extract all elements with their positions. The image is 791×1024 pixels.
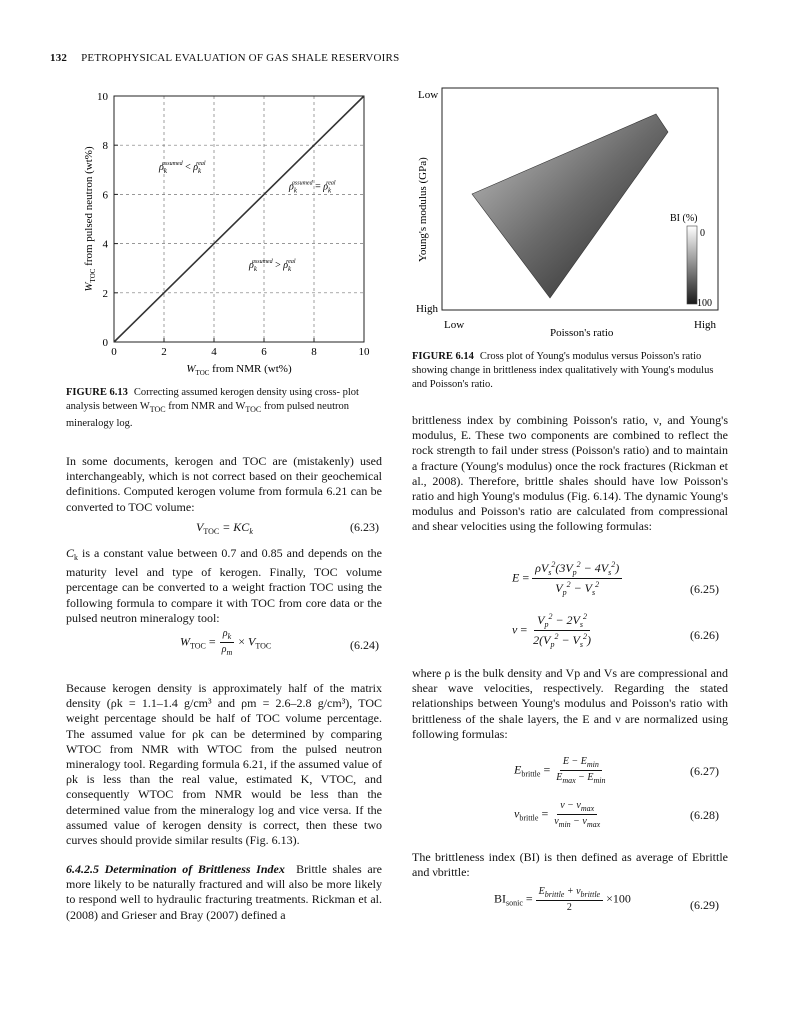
figure-6-13-chart <box>78 86 388 382</box>
fig613-plot-area <box>83 91 370 377</box>
fig614-xlabel: Poisson's ratio <box>550 327 614 339</box>
fig613-caption-text-2: plot analysis between W <box>66 387 359 412</box>
running-title: PETROPHYSICAL EVALUATION OF GAS SHALE RESERVOIRS <box>81 52 400 64</box>
right-paragraph-2: where ρ is the bulk density and Vp and Vs are compressional and shear wave velocities, respectively. Regarding the stated relationships between Young's modulus and Poisson's ratio with brittleness of the shale layers, the E and ν are normalized using following formulas: <box>412 666 728 741</box>
fig613-caption-text-3: from NMR and W <box>165 401 246 412</box>
x-tick-label: 10 <box>358 346 370 358</box>
left-p4-text: Brittle shales are more likely to be naturally fractured and will also be more likely to respond well to hydraulic fracturing treatments. Rickman et al. (2008) and Grieser and Bray (2007) defined a <box>66 862 382 922</box>
equation-6-26: ν = $\frac{V_p^2 - 2V_s^2}{2(V_p^2 - V_s^2)}$ <box>512 612 591 649</box>
fig613-annotation: $\rho_kassumed$ = $\rho_kreal$ <box>289 180 336 195</box>
eq629-denominator: 2 <box>566 902 572 913</box>
eq-6-25-number: (6.25) <box>690 582 719 596</box>
fig614-legend-bar <box>687 226 697 304</box>
fig614-x-high: High <box>694 319 716 331</box>
fig613-caption-text-4: from pulsed <box>261 401 315 412</box>
fig614-x-low: Low <box>444 319 465 331</box>
equation-6-24: $W_{TOC}$ = $\frac{\rho_k}{\rho_m}$ × $V_{TOC}$ <box>180 628 272 657</box>
right-paragraph-3: The brittleness index (BI) is then defined as average of Ebrittle and νbrittle: <box>412 850 728 880</box>
y-tick-label: 6 <box>102 189 108 202</box>
section-heading-6-4-2-5: 6.4.2.5 Determination of Brittleness Index <box>66 862 285 876</box>
fig613-caption-label: FIGURE 6.13 <box>66 387 128 398</box>
x-tick-label: 8 <box>311 346 317 358</box>
y-tick-label: 4 <box>102 238 108 251</box>
fig613-caption-text-5: neutron mineralogy log. <box>66 401 349 429</box>
fig614-legend-bottom: 100 <box>697 298 712 309</box>
fig613-annotation: $\rho_kassumed$ > $\rho_kreal$ <box>249 259 296 274</box>
eq-6-26-number: (6.26) <box>690 628 719 642</box>
fig614-caption-text: Cross plot of Young's modulus versus Poisson's ratio showing change in brittleness index qualitatively with Young's modulus and Poisson's ratio. <box>412 351 714 390</box>
x-tick-label: 4 <box>211 346 217 358</box>
eq-6-24-number: (6.24) <box>350 638 379 652</box>
y-tick-label: 0 <box>102 337 108 349</box>
figure-6-14-caption <box>412 350 726 392</box>
equation-6-28: $\nu_{brittle}$ = $\frac{\nu - \nu_{max}}{\nu_{min} - \nu_{max}}$ <box>514 800 601 829</box>
figure-6-13-caption <box>66 386 382 431</box>
y-tick-label: 10 <box>97 91 108 103</box>
fig614-legend-title: BI (%) <box>670 213 698 224</box>
eq-6-29-number: (6.29) <box>690 898 719 912</box>
y-tick-label: 2 <box>102 287 108 300</box>
eq-6-28-number: (6.28) <box>690 808 719 822</box>
fig613-series-line <box>114 96 364 342</box>
left-p2-text: is a constant value between 0.7 and 0.85 and depends on the maturity level and type of kerogen. Finally, TOC volume percentage can be converted to a weight fraction TOC using the following formula to compare it with TOC from core data or the pulsed neutron mineralogy tool: <box>66 546 382 625</box>
x-tick-label: 6 <box>261 346 267 358</box>
fig613-caption-text: Correcting assumed kerogen density using cross- <box>133 387 341 398</box>
left-paragraph-4 <box>66 862 382 923</box>
equation-6-27: $E_{brittle}$ = $\frac{E - E_{min}}{E_{max} - E_{min}}$ <box>514 756 606 785</box>
equation-6-23: $V_{TOC} = KC_k$ <box>196 520 253 536</box>
running-header <box>50 52 399 64</box>
y-tick-label: 8 <box>102 140 108 153</box>
x-tick-label: 0 <box>111 346 117 358</box>
fig613-annotation: $\rho_kassumed$ < $\rho_kreal$ <box>159 160 206 175</box>
eq-6-23-number: (6.23) <box>350 520 379 534</box>
eq629-times100: ×100 <box>606 891 631 906</box>
equation-6-25: E = $\frac{\rho V_s^2(3V_p^2 - 4V_s^2)}{V_p^2 - V_s^2}$ <box>512 560 622 597</box>
equation-6-29: $BI_{sonic}$ = $\frac{E_{brittle} + \nu_{brittle}}{2}$ ×100 <box>494 886 631 913</box>
left-paragraph-1: In some documents, kerogen and TOC are (mistakenly) used interchangeably, which is not correct based on their geochemical definitions. Computed kerogen volume from formula 6.21 can be converted to TOC volume: <box>66 454 382 514</box>
fig613-xlabel: $W_{TOC}$ from NMR (wt%) <box>186 363 292 377</box>
left-paragraph-3: Because kerogen density is approximately half of the matrix density (ρk = 1.1–1.4 g/cm³ and ρm = 2.6–2.8 g/cm³), TOC weight percentage should be half of TOC volume percentage. The assumed value for ρk can be determined by comparing WTOC from NMR with WTOC from the pulsed neutron mineralogy tool. Regarding formula 6.21, if the assumed value of ρk is less than the real value, estimated K, VTOC, and consequently WTOC from NMR would be less than the determined value from the mineralogy log and vice versa. If the assumed value of kerogen density is correct, then these two curves should provide similar results (Fig. 6.13). <box>66 681 382 848</box>
fig613-ylabel: $W_{TOC}$ from pulsed neutron (wt%) <box>83 146 97 292</box>
fig614-y-low: Low <box>418 89 439 101</box>
eq-6-27-number: (6.27) <box>690 764 719 778</box>
fig614-y-high: High <box>416 303 438 315</box>
fig613-caption-sub2: TOC <box>245 405 262 414</box>
fig614-ylabel: Young's modulus (GPa) <box>417 157 429 262</box>
right-paragraph-1: brittleness index by combining Poisson's ratio, ν, and Young's modulus, E. These two components are combined to reflect the rock strength to fail under stress (Poisson's ratio) and to maintain a fracture (Young's modulus) once the rock fractures (Rickman et al., 2008). Therefore, brittle shales should have low Poisson's ratio and high Young's modulus (Fig. 6.14). The dynamic Young's modulus and Poisson's ratio are calculated from compressional and shear velocities using the following formulas: <box>412 413 728 534</box>
fig613-caption-sub1: TOC <box>149 405 166 414</box>
left-paragraph-2: $C_k$ is a constant value between 0.7 and 0.85 and depends on the maturity level and type of kerogen. Finally, TOC volume percentage can be converted to a weight fraction TOC using the following formula to compare it with TOC from core data or the pulsed neutron mineralogy tool: <box>66 546 382 625</box>
fig614-caption-label: FIGURE 6.14 <box>412 351 474 362</box>
x-tick-label: 2 <box>161 346 167 358</box>
figure-6-14-chart <box>410 84 730 344</box>
fig614-legend-top: 0 <box>700 228 705 239</box>
left-p2-symbol: C <box>66 546 75 560</box>
page-number: 132 <box>50 52 68 64</box>
